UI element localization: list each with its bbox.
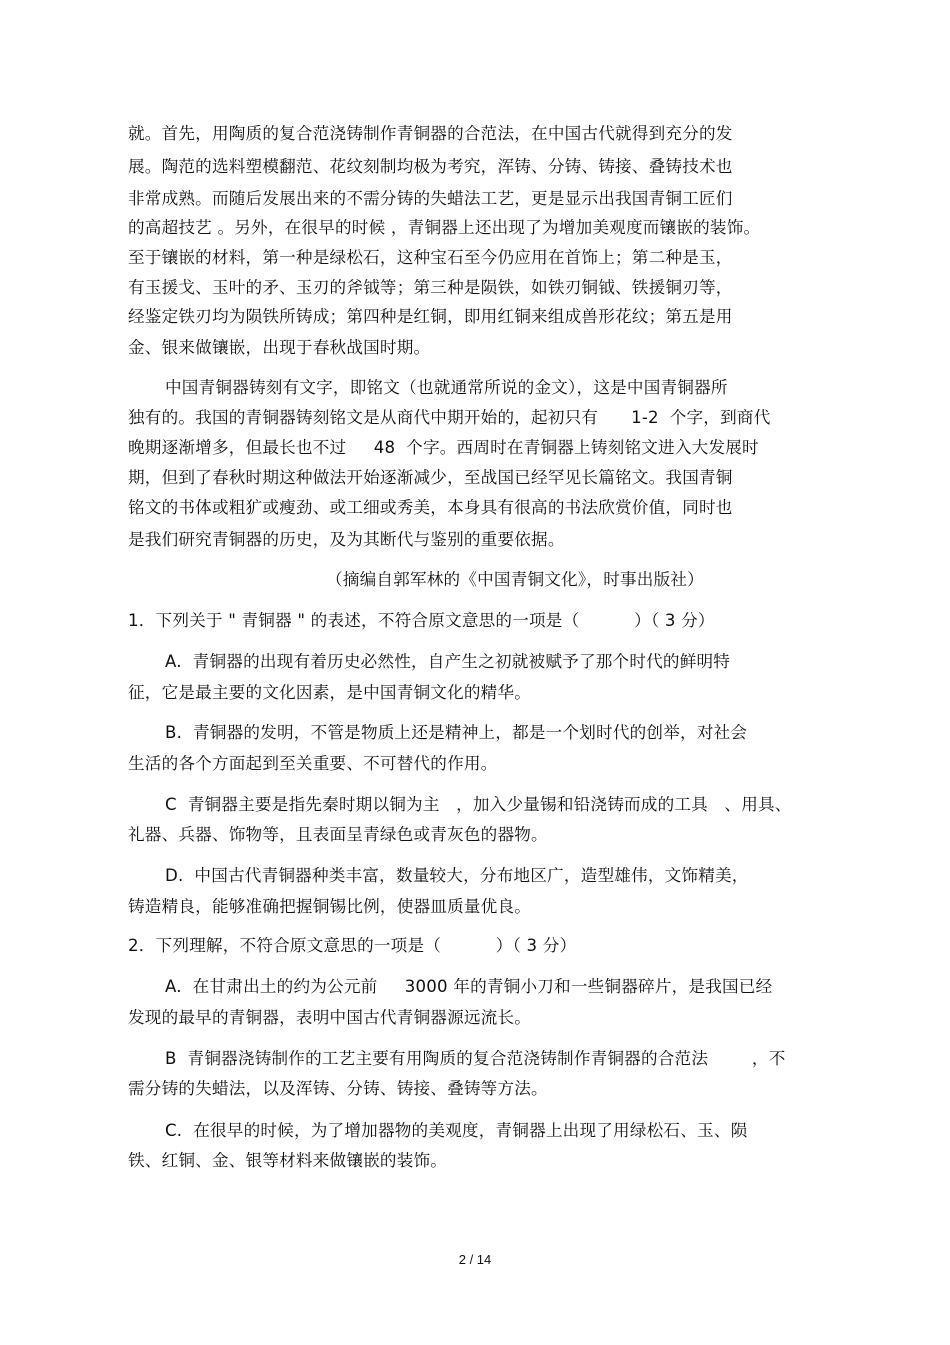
question-1-option-d-cont: 铸造精良，能够准确把握铜锡比例，使器皿质量优良。	[128, 897, 532, 916]
question-2-option-c-cont: 铁、红铜、金、银等材料来做镶嵌的装饰。	[128, 1151, 448, 1170]
paragraph-line: 独有的。我国的青铜器铸刻铭文是从商代中期开始的，起初只有 1-2 个字，到商代	[128, 408, 771, 427]
paragraph-line: 期，但到了春秋时期这种做法开始逐渐减少，至战国已经罕见长篇铭文。我国青铜	[128, 468, 733, 487]
paragraph-line: 是我们研究青铜器的历史，及为其断代与鉴别的重要依据。	[128, 530, 565, 549]
question-1-option-a: A. 青铜器的出现有着历史必然性，自产生之初就被赋予了那个时代的鲜明特	[165, 652, 731, 671]
paragraph-line: 铭文的书体或粗犷或瘦劲、或工细或秀美，本身具有很高的书法欣赏价值，同时也	[128, 498, 733, 517]
paragraph-line: 就。首先，用陶质的复合范浇铸制作青铜器的合范法，在中国古代就得到充分的发	[128, 124, 733, 143]
question-1-stem: 1．下列关于 " 青铜器 " 的表述，不符合原文意思的一项是（ ）（ 3 分）	[128, 611, 715, 630]
paragraph-line: 至于镶嵌的材料，第一种是绿松石，这种宝石至今仍应用在首饰上；第二种是玉，	[128, 248, 733, 267]
paragraph-line: 经鉴定铁刃均为陨铁所铸成；第四种是红铜，即用红铜来组成兽形花纹；第五是用	[128, 307, 733, 326]
question-1-option-c: C 青铜器主要是指先秦时期以铜为主 ，加入少量锡和铅浇铸而成的工具 、用具、	[165, 795, 792, 814]
paragraph-line: 展。陶范的选料塑模翻范、花纹刻制均极为考究，浑铸、分铸、铸接、叠铸技术也	[128, 157, 733, 176]
paragraph-line: 晚期逐渐增多，但最长也不过 48 个字。西周时在青铜器上铸刻铭文进入大发展时	[128, 438, 759, 457]
question-1-option-a-cont: 征，它是最主要的文化因素，是中国青铜文化的精华。	[128, 683, 532, 702]
question-2-stem: 2．下列理解，不符合原文意思的一项是（ ）（ 3 分）	[128, 936, 577, 955]
question-1-option-b-cont: 生活的各个方面起到至关重要、不可替代的作用。	[128, 754, 498, 773]
page-number: 2 / 14	[458, 1252, 492, 1267]
question-2-option-c: C. 在很早的时候，为了增加器物的美观度，青铜器上出现了用绿松石、玉、陨	[165, 1121, 748, 1140]
question-1-option-d: D. 中国古代青铜器种类丰富，数量较大，分布地区广，造型雄伟，文饰精美，	[165, 866, 749, 885]
source-citation: （摘编自郭军林的《中国青铜文化》，时事出版社）	[326, 570, 704, 589]
paragraph-line: 的高超技艺 。另外，在很早的时候 ，青铜器上还出现了为增加美观度而镶嵌的装饰。	[128, 218, 761, 237]
paragraph-line: 中国青铜器铸刻有文字，即铭文（也就通常所说的金文），这是中国青铜器所	[165, 378, 728, 397]
question-1-option-b: B. 青铜器的发明，不管是物质上还是精神上，都是一个划时代的创举，对社会	[165, 723, 748, 742]
question-2-option-a: A. 在甘肃出土的约为公元前 3000 年的青铜小刀和一些铜器碎片，是我国已经	[165, 977, 773, 996]
question-2-option-a-cont: 发现的最早的青铜器，表明中国古代青铜器源远流长。	[128, 1008, 532, 1027]
paragraph-line: 非常成熟。而随后发展出来的不需分铸的失蜡法工艺，更是显示出我国青铜工匠们	[128, 189, 733, 208]
question-2-option-b-cont: 需分铸的失蜡法，以及浑铸、分铸、铸接、叠铸等方法。	[128, 1079, 548, 1098]
question-1-option-c-cont: 礼器、兵器、饰物等，且表面呈青绿色或青灰色的器物。	[128, 825, 548, 844]
paragraph-line: 有玉援戈、玉叶的矛、玉刃的斧钺等；第三种是陨铁，如铁刃铜钺、铁援铜刃等，	[128, 278, 733, 297]
question-2-option-b: B 青铜器浇铸制作的工艺主要有用陶质的复合范浇铸制作青铜器的合范法 ，不	[165, 1049, 786, 1068]
paragraph-line: 金、银来做镶嵌，出现于春秋战国时期。	[128, 338, 431, 357]
